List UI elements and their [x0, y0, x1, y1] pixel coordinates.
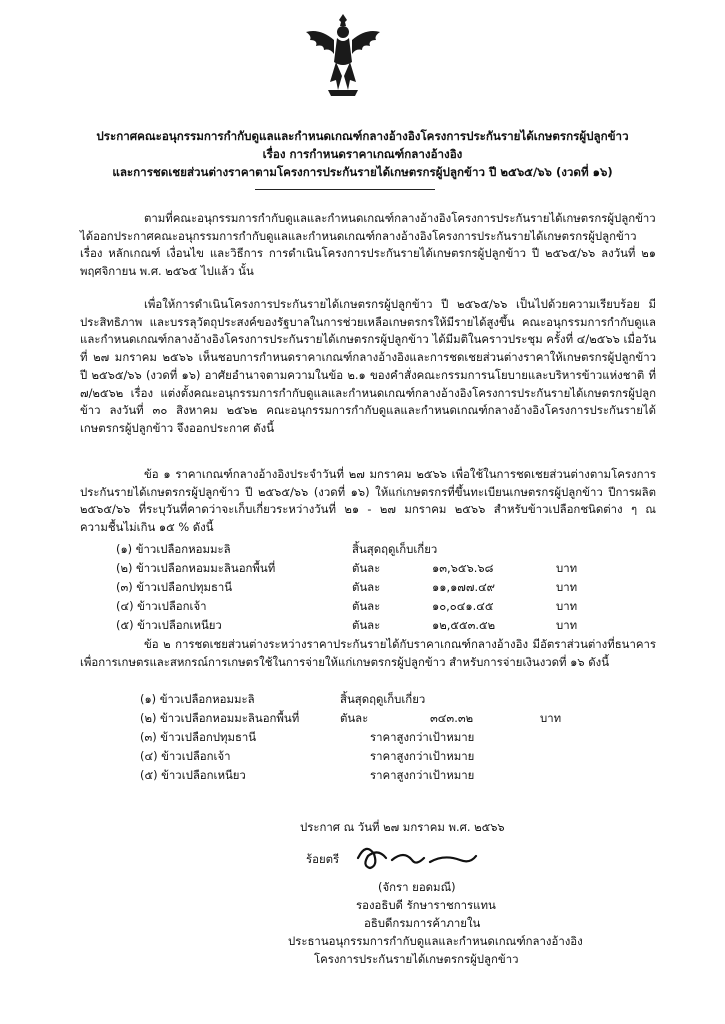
price-currency: บาท [556, 599, 578, 613]
compensation-unit: สิ้นสุดฤดูเก็บเกี่ยว [340, 692, 426, 706]
rice-type: (๓) ข้าวเปลือกปทุมธานี [116, 580, 233, 594]
rice-type: (๓) ข้าวเปลือกปทุมธานี [140, 730, 257, 744]
compensation-row [140, 766, 660, 785]
intro-paragraph-1: ตามที่คณะอนุกรรมการกำกับดูแลและกำหนดเกณฑ์กลางอ้างอิงโครงการประกันรายได้เกษตรกรผู้ปลูกข้าว ได้ออกประกาศคณะอนุกรรมการกำกับดูแลและกำหนดเกณฑ์กลางอ้างอิงโครงการประกันรายได้เกษตรกรผู้ปลูกข้าว เรื่อง หลักเกณฑ์ เงื่อนไข และวิธีการ การดำเนินโครงการประกันรายได้เกษตรกรผู้ปลูกข้าว ปี ๒๕๖๕/๖๖ ลงวันที่ ๒๑ พฤศจิกายน พ.ศ. ๒๕๖๕ ไปแล้ว นั้น [80, 211, 656, 279]
compensation-unit: ราคาสูงกว่าเป้าหมาย [370, 749, 475, 763]
compensation-row [140, 690, 660, 709]
intro-section [80, 210, 656, 281]
signer-title-4: โครงการประกันรายได้เกษตรกรผู้ปลูกข้าว [314, 952, 519, 966]
signer-title-2: อธิบดีกรมการค้าภายใน [364, 916, 481, 930]
price-row [116, 597, 676, 616]
compensation-unit: ตันละ [340, 711, 369, 725]
intro-section-2 [80, 296, 656, 438]
rice-type: (๑) ข้าวเปลือกหอมมะลิ [116, 542, 231, 556]
compensation-unit: ราคาสูงกว่าเป้าหมาย [370, 768, 475, 782]
clause-2 [80, 636, 656, 671]
intro-paragraph-2: เพื่อให้การดำเนินโครงการประกันรายได้เกษตรกรผู้ปลูกข้าว ปี ๒๕๖๕/๖๖ เป็นไปด้วยความเรียบร้อย มีประสิทธิภาพ และบรรลุวัตถุประสงค์ของรัฐบาลในการช่วยเหลือเกษตรกรให้มีรายได้สูงขึ้น คณะอนุกรรมการกำกับดูแลและกำหนดเกณฑ์กลางอ้างอิงโครงการประกันรายได้เกษตรกรผู้ปลูกข้าว ได้มีมติในคราวประชุม ครั้งที่ ๔/๒๕๖๖ เมื่อวันที่ ๒๗ มกราคม ๒๕๖๖ เห็นชอบการกำหนดราคาเกณฑ์กลางอ้างอิงและการชดเชยส่วนต่างราคาให้เกษตรกรผู้ปลูกข้าว ปี ๒๕๖๕/๖๖ (งวดที่ ๑๖) อาศัยอำนาจตามความในข้อ ๒.๑ ของคำสั่งคณะกรรมการนโยบายและบริหารข้าวแห่งชาติ ที่ ๗/๒๕๖๒ เรื่อง แต่งตั้งคณะอนุกรรมการกำกับดูแลและกำหนดเกณฑ์กลางอ้างอิงโครงการประกันรายได้เกษตรกรผู้ปลูกข้าว ลงวันที่ ๓๐ สิงหาคม ๒๕๖๒ คณะอนุกรรมการกำกับดูแลและกำหนดเกณฑ์กลางอ้างอิงโครงการประกันรายได้เกษตรกรผู้ปลูกข้าว จึงออกประกาศ ดังนี้ [80, 297, 656, 435]
price-row [116, 616, 676, 635]
signer-rank: ร้อยตรี [306, 852, 340, 866]
price-unit: ตันละ [352, 561, 381, 575]
price-row [116, 559, 676, 578]
rice-type: (๔) ข้าวเปลือกเจ้า [116, 599, 207, 613]
price-value: ๑๑,๑๗๗.๔๙ [432, 580, 496, 594]
rice-type: (๕) ข้าวเปลือกเหนียว [140, 768, 246, 782]
rice-type: (๔) ข้าวเปลือกเจ้า [140, 749, 231, 763]
price-currency: บาท [556, 580, 578, 594]
header-line-3: และการชดเชยส่วนต่างราคาตามโครงการประกันรายได้เกษตรกรผู้ปลูกข้าว ปี ๒๕๖๕/๖๖ (งวดที่ ๑๖) [112, 165, 613, 179]
price-unit: ตันละ [352, 618, 381, 632]
compensation-row [140, 709, 660, 728]
clause-1-price-list [116, 540, 676, 635]
garuda-emblem-icon [300, 10, 386, 102]
price-unit: ตันละ [352, 599, 381, 613]
announcement-date: ประกาศ ณ วันที่ ๒๗ มกราคม พ.ศ. ๒๕๖๖ [300, 820, 505, 834]
compensation-value: ๓๔๓.๓๒ [430, 711, 474, 725]
price-unit: สิ้นสุดฤดูเก็บเกี่ยว [352, 542, 438, 556]
rice-type: (๑) ข้าวเปลือกหอมมะลิ [140, 692, 255, 706]
compensation-unit: ราคาสูงกว่าเป้าหมาย [370, 730, 475, 744]
compensation-currency: บาท [540, 711, 562, 725]
price-value: ๑๒,๕๕๓.๕๒ [432, 618, 496, 632]
signer-title-3: ประธานอนุกรรมการกำกับดูแลและกำหนดเกณฑ์กลางอ้างอิง [288, 934, 583, 948]
price-row [116, 578, 676, 597]
header-divider [255, 189, 435, 190]
price-unit: ตันละ [352, 580, 381, 594]
clause-2-compensation-list [140, 690, 660, 785]
price-row [116, 540, 676, 559]
clause-1 [80, 466, 656, 537]
handwritten-signature-icon [352, 836, 482, 876]
price-currency: บาท [556, 561, 578, 575]
price-value: ๑๐,๐๔๑.๔๕ [432, 599, 494, 613]
signer-title-1: รองอธิบดี รักษาราชการแทน [356, 898, 496, 912]
header-line-1: ประกาศคณะอนุกรรมการกำกับดูแลและกำหนดเกณฑ์กลางอ้างอิงโครงการประกันรายได้เกษตรกรผู้ปลูกข้าว [96, 129, 629, 143]
compensation-row [140, 728, 660, 747]
clause-2-text: ข้อ ๒ การชดเชยส่วนต่างระหว่างราคาประกันรายได้กับราคาเกณฑ์กลางอ้างอิง มีอัตราส่วนต่างที่ธนาคารเพื่อการเกษตรและสหกรณ์การเกษตรใช้ในการจ่ายให้แก่เกษตรกรผู้ปลูกข้าว สำหรับการจ่ายเงินงวดที่ ๑๖ ดังนี้ [80, 637, 656, 669]
rice-type: (๒) ข้าวเปลือกหอมมะลินอกพื้นที่ [140, 711, 300, 725]
compensation-row [140, 747, 660, 766]
price-value: ๑๓,๖๕๖.๖๘ [432, 561, 494, 575]
rice-type: (๕) ข้าวเปลือกเหนียว [116, 618, 222, 632]
header-line-2: เรื่อง การกำหนดราคาเกณฑ์กลางอ้างอิง [262, 147, 463, 161]
signer-name: (จักรา ยอดมณี) [378, 880, 456, 894]
price-currency: บาท [556, 618, 578, 632]
rice-type: (๒) ข้าวเปลือกหอมมะลินอกพื้นที่ [116, 561, 276, 575]
clause-1-text: ข้อ ๑ ราคาเกณฑ์กลางอ้างอิงประจำวันที่ ๒๗ มกราคม ๒๕๖๖ เพื่อใช้ในการชดเชยส่วนต่างตามโครงการประกันรายได้เกษตรกรผู้ปลูกข้าว ปี ๒๕๖๕/๖๖ (งวดที่ ๑๖) ให้แก่เกษตรกรที่ขึ้นทะเบียนเกษตรกรผู้ปลูกข้าว ปีการผลิต ๒๕๖๕/๖๖ ที่ระบุวันที่คาดว่าจะเก็บเกี่ยวระหว่างวันที่ ๒๑ - ๒๗ มกราคม ๒๕๖๖ สำหรับข้าวเปลือกชนิดต่าง ๆ ณ ความชื้นไม่เกิน ๑๕ % ดังนี้ [80, 467, 656, 535]
